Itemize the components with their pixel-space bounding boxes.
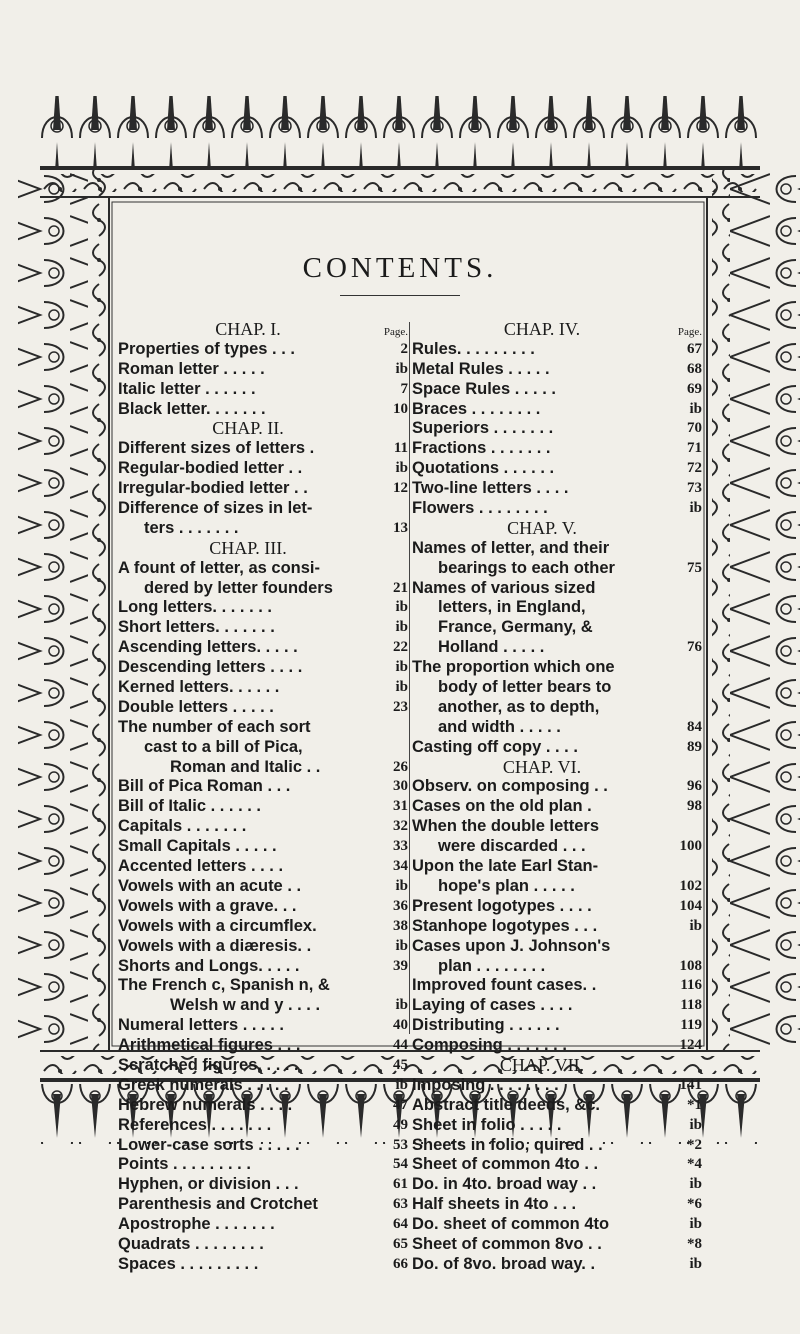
entry-page-number: ib (395, 619, 408, 636)
contents-entry (118, 837, 408, 857)
contents-entry (412, 400, 702, 420)
contents-entry (118, 1076, 408, 1096)
entry-title: Imposing . . . . . . . . (412, 1075, 559, 1094)
contents-entry (118, 618, 408, 638)
entry-page-number: ib (395, 360, 408, 377)
entry-title: Flowers . . . . . . . . (412, 499, 548, 518)
entry-title: Accented letters . . . . (118, 857, 284, 876)
entry-title: were discarded . . . (438, 837, 586, 856)
entry-title: Holland . . . . . (438, 638, 545, 657)
chapter-title: CHAP. VI. (502, 756, 582, 777)
entry-title: body of letter bears to (438, 678, 612, 697)
entry-title: France, Germany, & (438, 618, 593, 637)
entry-title: Long letters. . . . . . . (118, 598, 273, 617)
entry-title: hope's plan . . . . . (438, 876, 575, 895)
entry-title: Sheet of common 4to . . (412, 1155, 599, 1174)
entry-title: Apostrophe . . . . . . . (118, 1215, 275, 1234)
contents-entry (412, 817, 702, 837)
contents-entry (118, 1175, 408, 1195)
column-divider (409, 322, 410, 1034)
contents-entry (118, 559, 408, 579)
entry-title: Names of various sized (412, 578, 596, 597)
chapter-heading (412, 758, 702, 778)
page-title: CONTENTS. (302, 252, 498, 284)
contents-entry (412, 917, 702, 937)
entry-page-number: 67 (687, 340, 702, 357)
entry-title: Laying of cases . . . . (412, 996, 573, 1015)
contents-entry (118, 1016, 408, 1036)
entry-title: Descending letters . . . . (118, 658, 303, 677)
contents-entry (412, 1036, 702, 1056)
entry-title: Vowels with a diæresis. . (118, 936, 312, 955)
contents-entry (118, 817, 408, 837)
contents-entry (118, 1136, 408, 1156)
entry-title: Kerned letters. . . . . . (118, 678, 280, 697)
entry-title: Regular-bodied letter . . (118, 459, 303, 478)
entry-title: Upon the late Earl Stan- (412, 857, 599, 876)
chapter-title: CHAP. VII. (499, 1054, 585, 1075)
entry-title: Welsh w and y . . . . (170, 996, 321, 1015)
contents-entry (118, 797, 408, 817)
entry-title: Cases on the old plan . (412, 797, 592, 816)
contents-entry (412, 1195, 702, 1215)
entry-title: Fractions . . . . . . . (412, 439, 551, 458)
contents-entry (118, 897, 408, 917)
entry-page-number: 53 (393, 1136, 408, 1153)
entry-page-number: ib (689, 400, 702, 417)
chapter-title: CHAP. III. (209, 537, 287, 558)
entry-title: Vowels with a grave. . . (118, 896, 297, 915)
entry-page-number: 118 (680, 997, 702, 1014)
entry-title: Double letters . . . . . (118, 697, 274, 716)
entry-title: The number of each sort (118, 717, 311, 736)
entry-title: cast to a bill of Pica, (144, 737, 303, 756)
entry-page-number: 116 (680, 977, 702, 994)
entry-page-number: 69 (687, 380, 702, 397)
contents-entry (118, 360, 408, 380)
entry-page-number: *4 (687, 1156, 702, 1173)
contents-entry (118, 777, 408, 797)
entry-page-number: 38 (393, 917, 408, 934)
entry-title: Short letters. . . . . . . (118, 618, 275, 637)
entry-page-number: 34 (393, 858, 408, 875)
entry-page-number: 44 (393, 1037, 408, 1054)
entry-page-number: ib (395, 599, 408, 616)
entry-title: References . . . . . . . (118, 1115, 272, 1134)
contents-entry (118, 1195, 408, 1215)
entry-page-number: 26 (393, 758, 408, 775)
entry-page-number: 47 (393, 1096, 408, 1113)
contents-entry (412, 1155, 702, 1175)
contents-entry (412, 877, 702, 897)
entry-page-number: ib (689, 1216, 702, 1233)
entry-page-number: 89 (687, 738, 702, 755)
contents-entry (412, 618, 702, 638)
entry-page-number: 76 (687, 639, 702, 656)
chapter-heading (412, 1056, 702, 1076)
entry-page-number: ib (395, 460, 408, 477)
contents-entry (118, 976, 408, 996)
entry-title: Braces . . . . . . . . (412, 399, 541, 418)
contents-entry (118, 1096, 408, 1116)
entry-page-number: 75 (687, 559, 702, 576)
entry-page-number: 22 (393, 639, 408, 656)
entry-title: Irregular-bodied letter . . (118, 479, 308, 498)
entry-title: Roman and Italic . . (170, 757, 321, 776)
contents-entry (412, 976, 702, 996)
entry-page-number: 61 (393, 1176, 408, 1193)
entry-title: Points . . . . . . . . . (118, 1155, 251, 1174)
entry-title: Difference of sizes in let- (118, 499, 313, 518)
entry-title: Cases upon J. Johnson's (412, 936, 611, 955)
contents-entry (118, 1235, 408, 1255)
contents-entry (118, 499, 408, 519)
contents-entry (412, 340, 702, 360)
contents-entry (412, 797, 702, 817)
contents-entry (118, 479, 408, 499)
entry-page-number: 64 (393, 1216, 408, 1233)
entry-page-number: 141 (679, 1076, 702, 1093)
entry-title: Greek numerals . . . . . (118, 1075, 289, 1094)
contents-entry (412, 559, 702, 579)
entry-title: bearings to each other (438, 558, 615, 577)
entry-page-number: 68 (687, 360, 702, 377)
entry-page-number: ib (395, 937, 408, 954)
entry-page-number: 63 (393, 1196, 408, 1213)
contents-entry (118, 718, 408, 738)
chapter-heading (118, 320, 408, 340)
entry-title: Abstract title deeds, &c. (412, 1095, 600, 1114)
entry-title: dered by letter founders (144, 578, 333, 597)
contents-entry (118, 1056, 408, 1076)
entry-page-number: *1 (687, 1096, 702, 1113)
contents-entry (412, 1235, 702, 1255)
entry-title: Vowels with an acute . . (118, 876, 302, 895)
entry-page-number: 10 (393, 400, 408, 417)
contents-entry (118, 857, 408, 877)
contents-entry (118, 519, 408, 539)
entry-title: Casting off copy . . . . (412, 737, 578, 756)
entry-title: Spaces . . . . . . . . . (118, 1254, 259, 1273)
entry-page-number: 54 (393, 1156, 408, 1173)
entry-page-number: *8 (687, 1235, 702, 1252)
contents-entry (118, 638, 408, 658)
entry-title: Small Capitals . . . . . (118, 837, 277, 856)
entry-title: Improved fount cases. . (412, 976, 597, 995)
contents-entry (412, 1076, 702, 1096)
entry-title: Do. in 4to. broad way . . (412, 1175, 597, 1194)
entry-title: Ascending letters. . . . . (118, 638, 298, 657)
contents-entry (118, 579, 408, 599)
contents-entry (412, 598, 702, 618)
contents-entry (412, 1136, 702, 1156)
entry-title: letters, in England, (438, 598, 586, 617)
contents-entry (118, 459, 408, 479)
entry-title: A fount of letter, as consi- (118, 558, 320, 577)
entry-title: When the double letters (412, 817, 600, 836)
entry-title: Parenthesis and Crotchet (118, 1195, 318, 1214)
contents-entry (118, 1036, 408, 1056)
entry-page-number: 21 (393, 579, 408, 596)
entry-title: Names of letter, and their (412, 538, 610, 557)
entry-title: The proportion which one (412, 658, 615, 677)
entry-page-number: ib (395, 659, 408, 676)
entry-page-number: 30 (393, 778, 408, 795)
contents-entry (118, 917, 408, 937)
entry-page-number: 73 (687, 480, 702, 497)
contents-entry (412, 738, 702, 758)
contents-entry (412, 579, 702, 599)
page-column-label: Page. (383, 326, 408, 338)
contents-entry (118, 1215, 408, 1235)
entry-page-number: 104 (679, 897, 702, 914)
contents-entry (412, 419, 702, 439)
chapter-heading (118, 539, 408, 559)
entry-page-number: 7 (400, 380, 408, 397)
entry-title: Shorts and Longs. . . . . (118, 956, 300, 975)
contents-entry (118, 996, 408, 1016)
entry-page-number: 39 (393, 957, 408, 974)
contents-entry (412, 718, 702, 738)
entry-page-number: ib (395, 877, 408, 894)
entry-title: ters . . . . . . . (144, 518, 239, 537)
contents-entry (412, 499, 702, 519)
contents-entry (118, 957, 408, 977)
entry-page-number: 33 (393, 838, 408, 855)
entry-title: Quadrats . . . . . . . . (118, 1234, 264, 1253)
contents-entry (118, 1255, 408, 1275)
contents-entry (118, 877, 408, 897)
entry-page-number: 70 (687, 420, 702, 437)
contents-entry (412, 439, 702, 459)
contents-entry (412, 459, 702, 479)
entry-page-number: *6 (687, 1196, 702, 1213)
entry-title: Numeral letters . . . . . (118, 1016, 284, 1035)
contents-entry (412, 937, 702, 957)
entry-page-number: 102 (679, 877, 702, 894)
entry-page-number: ib (395, 1076, 408, 1093)
entry-page-number: 2 (400, 340, 408, 357)
entry-page-number: 31 (393, 798, 408, 815)
entry-title: Present logotypes . . . . (412, 896, 592, 915)
entry-page-number: 96 (687, 778, 702, 795)
contents-entry (412, 539, 702, 559)
entry-page-number: 124 (679, 1037, 702, 1054)
contents-entry (412, 360, 702, 380)
contents-entry (118, 937, 408, 957)
entry-title: Half sheets in 4to . . . (412, 1195, 577, 1214)
contents-entry (412, 1116, 702, 1136)
entry-title: Lower-case sorts . . . . . (118, 1135, 300, 1154)
contents-entry (118, 758, 408, 778)
entry-page-number: 98 (687, 798, 702, 815)
entry-title: Sheet in folio . . . . . (412, 1115, 562, 1134)
entry-title: Space Rules . . . . . (412, 379, 556, 398)
entry-title: Italic letter . . . . . . (118, 379, 256, 398)
chapter-heading (412, 320, 702, 340)
entry-page-number: 40 (393, 1017, 408, 1034)
entry-title: Roman letter . . . . . (118, 359, 265, 378)
entry-page-number: 12 (393, 480, 408, 497)
page-column-label: Page. (677, 326, 702, 338)
contents-entry (412, 678, 702, 698)
entry-page-number: ib (395, 679, 408, 696)
entry-title: plan . . . . . . . . (438, 956, 546, 975)
entry-page-number: ib (395, 997, 408, 1014)
contents-entry (412, 380, 702, 400)
contents-entry (118, 698, 408, 718)
entry-page-number: 49 (393, 1116, 408, 1133)
entry-title: Sheet of common 8vo . . (412, 1234, 602, 1253)
entry-title: Hyphen, or division . . . (118, 1175, 299, 1194)
contents-entry (118, 738, 408, 758)
contents-entry (412, 1096, 702, 1116)
entry-page-number: 45 (393, 1056, 408, 1073)
entry-title: Hebrew numerals . . . . (118, 1095, 293, 1114)
contents-entry (412, 777, 702, 797)
entry-page-number: ib (689, 1255, 702, 1272)
entry-page-number: 36 (393, 897, 408, 914)
contents-entry (118, 1116, 408, 1136)
contents-entry (118, 340, 408, 360)
chapter-heading (412, 519, 702, 539)
entry-title: Stanhope logotypes . . . (412, 916, 598, 935)
chapter-title: CHAP. V. (507, 517, 577, 538)
entry-title: and width . . . . . (438, 717, 561, 736)
entry-page-number: ib (689, 1176, 702, 1193)
entry-page-number: 72 (687, 460, 702, 477)
entry-title: Metal Rules . . . . . (412, 359, 550, 378)
entry-title: Do. sheet of common 4to (412, 1215, 610, 1234)
entry-page-number: 32 (393, 818, 408, 835)
entry-title: Two-line letters . . . . (412, 479, 569, 498)
chapter-heading (118, 419, 408, 439)
entry-title: Distributing . . . . . . (412, 1016, 560, 1035)
contents-entry (412, 1215, 702, 1235)
contents-entry (412, 857, 702, 877)
entry-title: Composing . . . . . . . (412, 1036, 567, 1055)
entry-page-number: ib (689, 1116, 702, 1133)
entry-title: Scratched figures. . . . . (118, 1055, 299, 1074)
contents-entry (118, 400, 408, 420)
contents-entry (118, 678, 408, 698)
entry-page-number: 100 (679, 838, 702, 855)
contents-entry (412, 996, 702, 1016)
entry-title: Arithmetical figures . . . (118, 1036, 301, 1055)
chapter-title: CHAP. II. (212, 418, 284, 439)
contents-entry (118, 1155, 408, 1175)
entry-page-number: 119 (680, 1017, 702, 1034)
entry-page-number: 71 (687, 440, 702, 457)
entry-page-number: 13 (393, 519, 408, 536)
contents-entry (118, 658, 408, 678)
contents-entry (412, 1255, 702, 1275)
contents-entry (412, 638, 702, 658)
contents-entry (412, 837, 702, 857)
entry-title: The French c, Spanish n, & (118, 976, 330, 995)
entry-page-number: ib (689, 917, 702, 934)
contents-entry (412, 897, 702, 917)
entry-title: Black letter. . . . . . . (118, 399, 266, 418)
entry-page-number: *2 (687, 1136, 702, 1153)
contents-column-left (118, 320, 408, 1275)
entry-page-number: 23 (393, 698, 408, 715)
entry-page-number: 108 (679, 957, 702, 974)
entry-title: Sheets in folio, quired . . (412, 1135, 603, 1154)
entry-title: Capitals . . . . . . . (118, 817, 247, 836)
contents-entry (118, 439, 408, 459)
entry-title: Bill of Italic . . . . . . (118, 797, 262, 816)
entry-title: Do. of 8vo. broad way. . (412, 1254, 596, 1273)
contents-entry (412, 658, 702, 678)
title-rule (340, 295, 460, 296)
contents-entry (118, 380, 408, 400)
chapter-title: CHAP. I. (215, 319, 281, 339)
contents-column-right (412, 320, 702, 1275)
chapter-title: CHAP. IV. (503, 319, 581, 339)
entry-title: another, as to depth, (438, 697, 600, 716)
contents-entry (118, 598, 408, 618)
entry-title: Vowels with a circumflex. (118, 916, 317, 935)
entry-title: Rules. . . . . . . . . (412, 339, 535, 358)
entry-page-number: 65 (393, 1235, 408, 1252)
entry-title: Observ. on composing . . (412, 777, 608, 796)
entry-title: Properties of types . . . (118, 339, 295, 358)
contents-entry (412, 957, 702, 977)
entry-title: Different sizes of letters . (118, 439, 315, 458)
contents-entry (412, 1175, 702, 1195)
entry-page-number: 11 (393, 440, 408, 457)
entry-page-number: 84 (687, 718, 702, 735)
entry-title: Bill of Pica Roman . . . (118, 777, 291, 796)
entry-title: Quotations . . . . . . (412, 459, 555, 478)
contents-entry (412, 698, 702, 718)
entry-page-number: ib (689, 500, 702, 517)
contents-entry (412, 479, 702, 499)
entry-page-number: 66 (393, 1255, 408, 1272)
entry-title: Superiors . . . . . . . (412, 419, 554, 438)
contents-entry (412, 1016, 702, 1036)
